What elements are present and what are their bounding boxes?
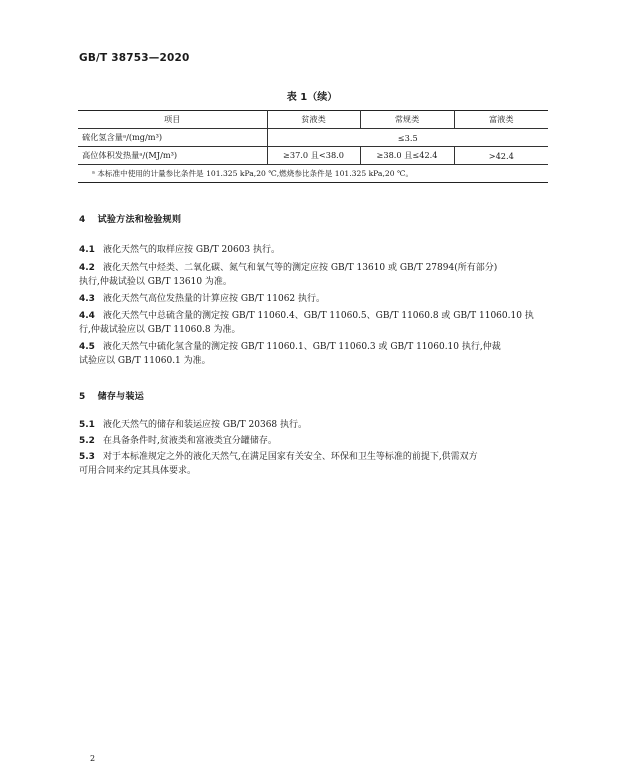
section-title: 试验方法和检验规则 [97,215,182,225]
column-header-regular: 常规类 [360,111,454,129]
clause-5-3 [79,450,549,478]
clause-text: 液化天然气的储存和装运应按 GB/T 20368 执行。 [102,420,308,430]
clause-text: 液化天然气的取样应按 GB/T 20603 执行。 [102,245,281,255]
clause-4-4 [79,309,549,337]
table-footnote: ᵃ 本标准中使用的计量参比条件是 101.325 kPa,20 ℃,燃烧参比条件是 101.325 kPa,20 ℃。 [78,165,548,183]
section-title: 储存与装运 [97,392,145,402]
clause-text: 对于本标准规定之外的液化天然气,在满足国家有关安全、环保和卫生等标准的前提下,供需双方 [102,452,478,462]
clause-number: 4.3 [79,294,95,304]
clause-5-2 [79,434,549,448]
heating-value-rich: >42.4 [454,147,548,165]
clause-text: 液化天然气高位发热量的计算应按 GB/T 11062 执行。 [102,294,326,304]
clause-5-1 [79,418,549,432]
table-note-row [78,165,548,183]
clause-text: 在具备条件时,贫液类和富液类宜分罐储存。 [102,436,277,446]
row-label-heating-value: 高位体积发热量ᵃ/(MJ/m³) [78,147,267,165]
column-header-rich: 富液类 [454,111,548,129]
section-4-heading [79,212,181,225]
clause-text-cont: 行,仲裁试验应以 GB/T 11060.8 为准。 [79,325,241,335]
clause-number: 5.2 [79,436,95,446]
h2s-value: ≤3.5 [267,129,548,147]
row-label-h2s: 硫化氢含量ᵃ/(mg/m³) [78,129,267,147]
table-row [78,147,548,165]
clause-number: 5.1 [79,420,95,430]
table-header-row [78,111,548,129]
section-number: 5 [79,392,86,402]
section-5-heading [79,389,144,402]
clause-text-cont: 执行,仲裁试验以 GB/T 13610 为准。 [79,277,232,287]
clause-text-cont: 可用合同来约定其具体要求。 [79,466,197,476]
clause-4-5 [79,340,549,368]
column-header-item: 项目 [78,111,267,129]
spec-table [78,110,548,183]
column-header-lean: 贫液类 [267,111,360,129]
clause-number: 4.5 [79,342,95,352]
clause-number: 4.4 [79,311,95,321]
clause-4-2 [79,261,549,289]
clause-text: 液化天然气中总硫含量的测定按 GB/T 11060.4、GB/T 11060.5、GB/T 11060.8 或 GB/T 11060.10 执 [102,311,534,321]
clause-4-3 [79,292,549,306]
heating-value-regular: ≥38.0 且≤42.4 [360,147,454,165]
clause-4-1 [79,243,549,257]
clause-number: 4.2 [79,263,95,273]
heating-value-lean: ≥37.0 且<38.0 [267,147,360,165]
section-number: 4 [79,215,86,225]
standard-code: GB/T 38753—2020 [79,52,190,64]
clause-number: 5.3 [79,452,95,462]
table-title: 表 1（续） [286,92,338,103]
table-row [78,129,548,147]
clause-text: 液化天然气中硫化氢含量的测定按 GB/T 11060.1、GB/T 11060.3 或 GB/T 11060.10 执行,仲裁 [102,342,501,352]
clause-text-cont: 试验应以 GB/T 11060.1 为准。 [79,356,211,366]
page-number: 2 [90,754,96,763]
clause-number: 4.1 [79,245,95,255]
clause-text: 液化天然气中烃类、二氧化碳、氮气和氧气等的测定应按 GB/T 13610 或 GB/T 27894(所有部分) [102,263,498,273]
